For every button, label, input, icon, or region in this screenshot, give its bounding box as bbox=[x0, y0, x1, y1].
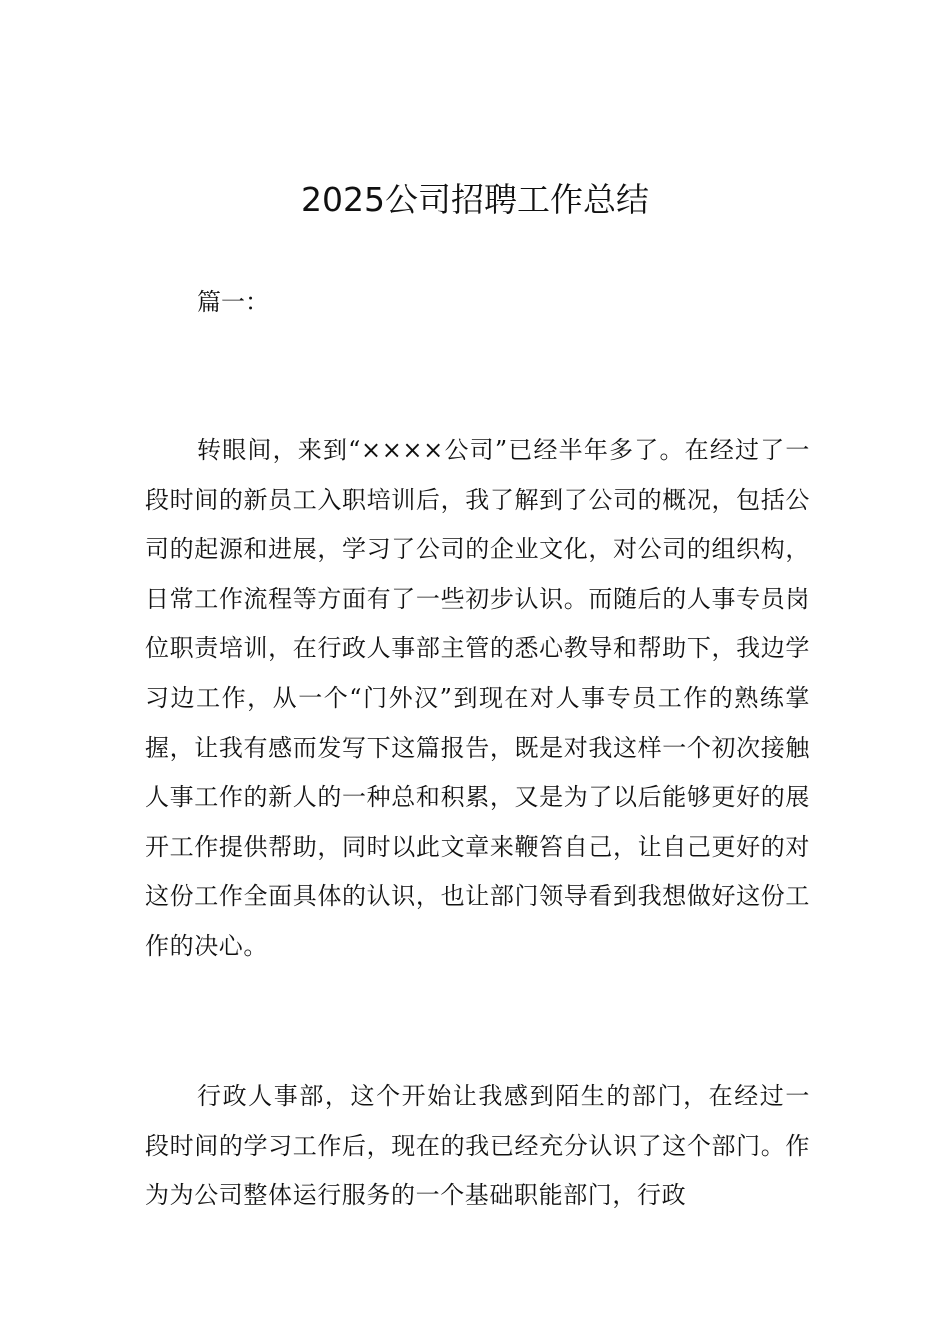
body-paragraph-2: 行政人事部，这个开始让我感到陌生的部门，在经过一段时间的学习工作后，现在的我已经充分认识了这个部门。作为为公司整体运行服务的一个基础职能部门，行政 bbox=[145, 1082, 810, 1210]
section-heading: 篇一： bbox=[197, 288, 269, 316]
document-title: 2025公司招聘工作总结 bbox=[301, 180, 649, 219]
body-paragraph-1: 转眼间，来到“××××公司”已经半年多了。在经过了一段时间的新员工入职培训后，我了解到了公司的概况，包括公司的起源和进展，学习了公司的企业文化，对公司的组织构，日常工作流程等方面有了一些初步认识。而随后的人事专员岗位职责培训，在行政人事部主管的悉心教导和帮助下，我边学习边工作，从一个“门外汉”到现在对人事专员工作的熟练掌握，让我有感而发写下这篇报告，既是对我这样一个初次接触人事工作的新人的一种总和积累，又是为了以后能够更好的展开工作提供帮助，同时以此文章来鞭笞自己，让自己更好的对这份工作全面具体的认识，也让部门领导看到我想做好这份工作的决心。 bbox=[145, 436, 810, 960]
